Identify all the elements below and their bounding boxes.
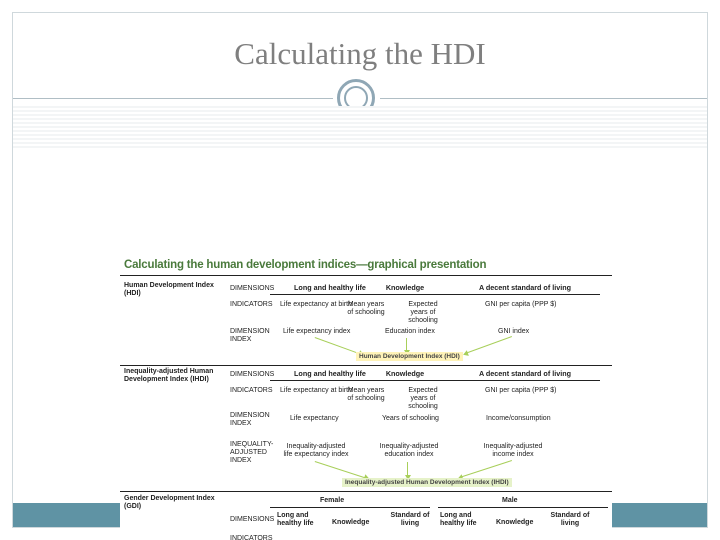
row-label-indicators: INDICATORS bbox=[230, 387, 273, 394]
hdi-section-label: Human Development Index (HDI) bbox=[124, 282, 214, 297]
gdi-male-health: Long and healthy life bbox=[440, 512, 477, 527]
hdi-life-expectancy-index: Life expectancy index bbox=[283, 328, 351, 335]
hdi-indicator-mean-years: Mean years of schooling bbox=[347, 301, 385, 316]
hdi-dimension-living: A decent standard of living bbox=[450, 283, 600, 295]
hdi-education-index: Education index bbox=[385, 328, 435, 335]
gdi-female-living: Standard of living bbox=[390, 512, 430, 527]
section-divider bbox=[120, 365, 612, 366]
ihdi-dimension-health: Long and healthy life bbox=[270, 369, 390, 381]
ihdi-adjusted-income-index: Inequality-adjusted income index bbox=[483, 443, 543, 458]
ihdi-dimension-living: A decent standard of living bbox=[450, 369, 600, 381]
row-label-dimensions: DIMENSIONS bbox=[230, 285, 275, 292]
hdi-dimension-knowledge: Knowledge bbox=[345, 283, 465, 295]
ihdi-indicator-life-expectancy: Life expectancy at birth bbox=[280, 387, 352, 394]
arrow bbox=[459, 460, 512, 478]
hdi-result-box: Human Development Index (HDI) bbox=[356, 352, 463, 361]
gdi-male-knowledge: Knowledge bbox=[496, 519, 534, 526]
slide-title: Calculating the HDI bbox=[234, 36, 486, 71]
section-divider bbox=[120, 491, 612, 492]
row-label-dimension-index: DIMENSION INDEX bbox=[230, 412, 270, 427]
row-label-dimension-index: DIMENSION INDEX bbox=[230, 328, 270, 343]
gdi-group-male: Male bbox=[502, 497, 518, 504]
ihdi-income-consumption: Income/consumption bbox=[486, 415, 551, 422]
ihdi-indicator-expected-years: Expected years of schooling bbox=[408, 387, 438, 410]
gdi-female-knowledge: Knowledge bbox=[332, 519, 370, 526]
arrow bbox=[465, 336, 512, 354]
arrow bbox=[407, 462, 408, 478]
hdi-indicator-life-expectancy: Life expectancy at birth bbox=[280, 301, 352, 308]
hdi-indicator-expected-years: Expected years of schooling bbox=[408, 301, 438, 324]
hdi-gni-index: GNI index bbox=[498, 328, 530, 335]
row-label-dimensions: DIMENSIONS bbox=[230, 516, 275, 523]
ihdi-adjusted-education-index: Inequality-adjusted education index bbox=[379, 443, 439, 458]
row-label-dimensions: DIMENSIONS bbox=[230, 371, 275, 378]
gdi-male-living: Standard of living bbox=[550, 512, 590, 527]
gdi-female-rule bbox=[270, 507, 430, 508]
gdi-male-rule bbox=[438, 507, 608, 508]
ihdi-result-box: Inequality-adjusted Human Development Index (IHDI) bbox=[342, 478, 512, 487]
gdi-female-health: Long and healthy life bbox=[277, 512, 314, 527]
title-rule-right bbox=[380, 98, 707, 99]
ihdi-dimension-knowledge: Knowledge bbox=[345, 369, 465, 381]
title-rule-left bbox=[13, 98, 333, 99]
figure-title: Calculating the human development indices—graphical presentation bbox=[124, 259, 487, 271]
ihdi-years-of-schooling: Years of schooling bbox=[382, 415, 439, 422]
row-label-inequality-adjusted-index: INEQUALITY-ADJUSTED INDEX bbox=[230, 441, 274, 464]
ihdi-indicator-gni: GNI per capita (PPP $) bbox=[485, 387, 557, 394]
arrow bbox=[315, 337, 362, 355]
hdi-dimension-health: Long and healthy life bbox=[270, 283, 390, 295]
arrow bbox=[406, 338, 407, 353]
hdi-indicator-gni: GNI per capita (PPP $) bbox=[485, 301, 557, 308]
gdi-group-female: Female bbox=[320, 497, 345, 504]
row-label-indicators: INDICATORS bbox=[230, 535, 273, 540]
ihdi-section-label: Inequality-adjusted Human Development Index (IHDI) bbox=[124, 368, 214, 383]
ihdi-adjusted-life-index: Inequality-adjusted life expectancy index bbox=[283, 443, 349, 458]
arrow bbox=[315, 461, 368, 479]
ihdi-life-expectancy: Life expectancy bbox=[290, 415, 339, 422]
hdi-figure bbox=[120, 255, 612, 540]
stripe-band bbox=[13, 106, 707, 148]
gdi-section-label: Gender Development Index (GDI) bbox=[124, 495, 215, 510]
ihdi-indicator-mean-years: Mean years of schooling bbox=[347, 387, 385, 402]
figure-rule bbox=[120, 275, 612, 276]
row-label-indicators: INDICATORS bbox=[230, 301, 273, 308]
